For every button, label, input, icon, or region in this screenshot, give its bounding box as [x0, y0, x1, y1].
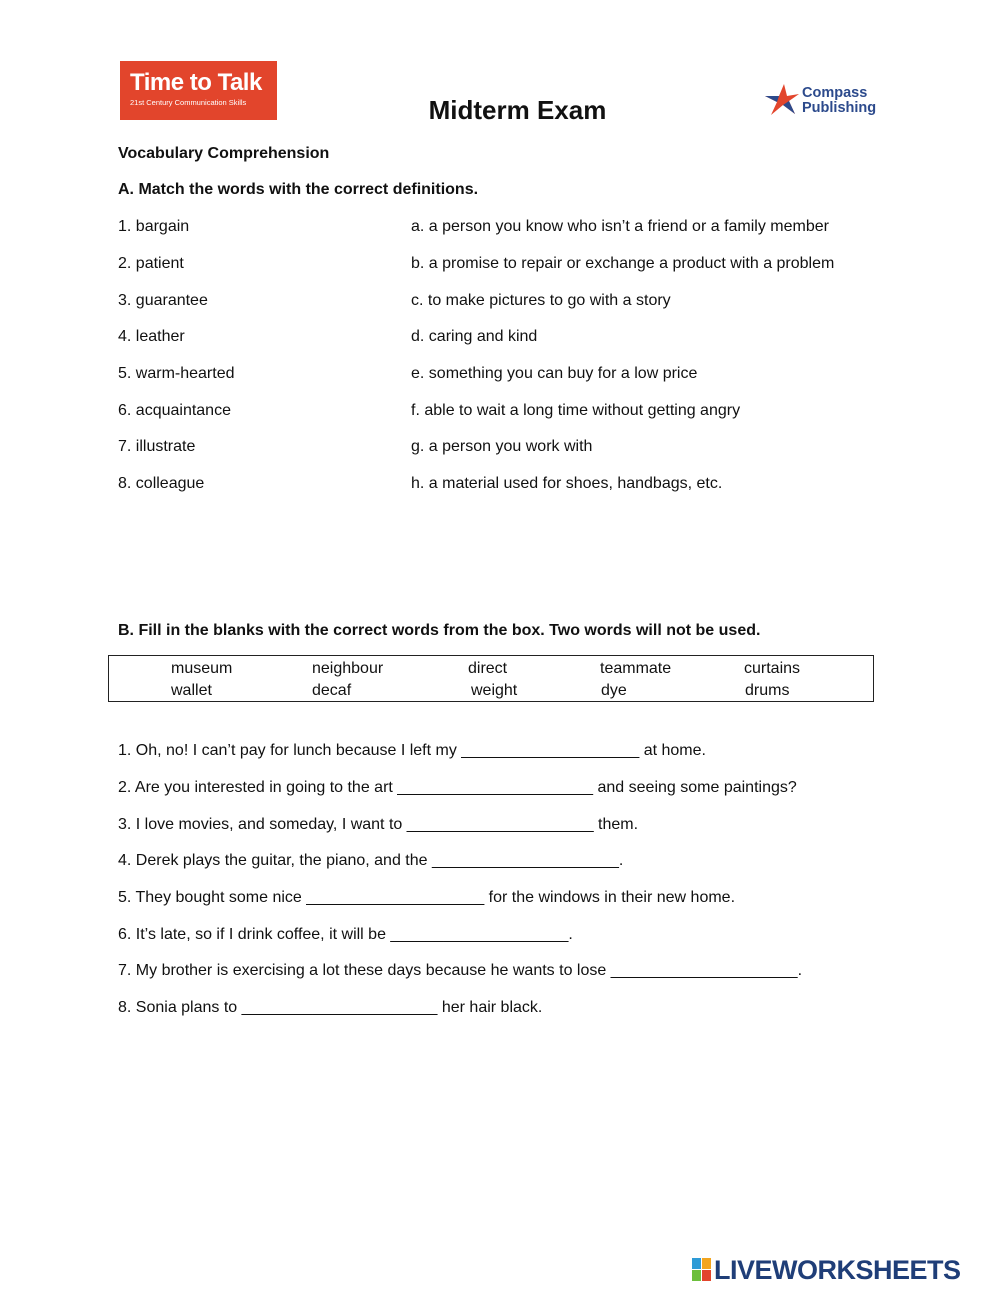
- match-word: 8. colleague: [118, 475, 205, 492]
- match-definition: f. able to wait a long time without getting angry: [411, 402, 741, 419]
- sentence-text: at home.: [639, 742, 706, 759]
- match-word: 5. warm-hearted: [118, 365, 235, 382]
- sentence-row: [118, 998, 542, 1018]
- time-to-talk-logo: [120, 61, 277, 120]
- sentence-text: .: [568, 926, 573, 943]
- sentence-text: 6. It’s late, so if I drink coffee, it will be: [118, 926, 391, 943]
- sentence-row: [118, 741, 706, 761]
- answer-blank[interactable]: _____________________: [431, 852, 619, 869]
- sentence-text: .: [797, 962, 803, 979]
- sentence-text: them.: [593, 816, 639, 833]
- match-definition: g. a person you work with: [411, 438, 593, 455]
- word-bank-item: museum: [171, 660, 233, 677]
- sentence-row: [118, 851, 623, 871]
- part-b-instruction: B. Fill in the blanks with the correct words from the box. Two words will not be used.: [118, 622, 761, 639]
- sentence-row: [118, 778, 797, 798]
- sentence-text: .: [618, 852, 624, 869]
- match-definition: h. a material used for shoes, handbags, etc.: [411, 475, 723, 492]
- match-definition: d. caring and kind: [411, 328, 538, 345]
- publisher-line1: Compass: [802, 85, 868, 101]
- word-bank-item: wallet: [171, 682, 212, 699]
- sentence-text: 8. Sonia plans to: [118, 999, 242, 1016]
- match-definition: b. a promise to repair or exchange a product with a problem: [411, 255, 835, 272]
- match-word: 3. guarantee: [118, 292, 208, 309]
- answer-blank[interactable]: ____________________: [390, 926, 569, 943]
- sentence-text: 7. My brother is exercising a lot these days because he wants to lose: [118, 962, 611, 979]
- sentence-text: 3. I love movies, and someday, I want to: [118, 816, 407, 833]
- answer-blank[interactable]: _____________________: [610, 962, 798, 979]
- compass-star-icon: [764, 82, 800, 118]
- answer-blank[interactable]: _____________________: [406, 816, 594, 833]
- answer-blank[interactable]: ______________________: [397, 779, 594, 796]
- brand-title: Time to Talk: [130, 69, 262, 96]
- word-bank-item: direct: [468, 660, 508, 677]
- word-bank-item: dye: [601, 682, 627, 699]
- compass-publishing-logo: [764, 82, 884, 122]
- match-word: 2. patient: [118, 255, 184, 272]
- word-bank-item: neighbour: [312, 660, 384, 677]
- word-bank-item: decaf: [312, 682, 352, 699]
- match-word: 6. acquaintance: [118, 402, 231, 419]
- sentence-text: 2. Are you interested in going to the art: [118, 779, 398, 796]
- match-definition: e. something you can buy for a low price: [411, 365, 698, 382]
- match-definition: a. a person you know who isn’t a friend or a family member: [411, 218, 829, 235]
- publisher-line2: Publishing: [802, 100, 877, 116]
- sentence-text: for the windows in their new home.: [484, 889, 736, 906]
- word-bank-item: drums: [745, 682, 790, 699]
- answer-blank[interactable]: ____________________: [461, 742, 640, 759]
- match-word: 7. illustrate: [118, 438, 196, 455]
- word-bank-item: weight: [471, 682, 518, 699]
- sentence-text: 4. Derek plays the guitar, the piano, and the: [118, 852, 432, 869]
- sentence-text: her hair black.: [437, 999, 543, 1016]
- answer-blank[interactable]: ____________________: [306, 889, 485, 906]
- match-definition: c. to make pictures to go with a story: [411, 292, 671, 309]
- sentence-row: [118, 925, 573, 945]
- section-title: Vocabulary Comprehension: [118, 145, 330, 162]
- brand-subtitle: 21st Century Communication Skills: [130, 98, 247, 107]
- sentence-row: [118, 815, 638, 835]
- liveworksheets-logo: [692, 1254, 992, 1286]
- sentence-text: and seeing some paintings?: [593, 779, 797, 796]
- liveworksheets-blocks-icon: [692, 1258, 712, 1282]
- sentence-row: [118, 888, 735, 908]
- exam-title: Midterm Exam: [428, 95, 607, 125]
- sentence-row: [118, 961, 802, 981]
- match-word: 4. leather: [118, 328, 185, 345]
- part-a-instruction: A. Match the words with the correct definitions.: [118, 181, 479, 198]
- sentence-text: 5. They bought some nice: [118, 889, 307, 906]
- sentence-text: 1. Oh, no! I can’t pay for lunch because I left my: [118, 742, 462, 759]
- watermark-text: LIVEWORKSHEETS: [714, 1255, 961, 1285]
- word-bank-item: teammate: [600, 660, 672, 677]
- answer-blank[interactable]: ______________________: [241, 999, 438, 1016]
- match-word: 1. bargain: [118, 218, 190, 235]
- word-bank-item: curtains: [744, 660, 801, 677]
